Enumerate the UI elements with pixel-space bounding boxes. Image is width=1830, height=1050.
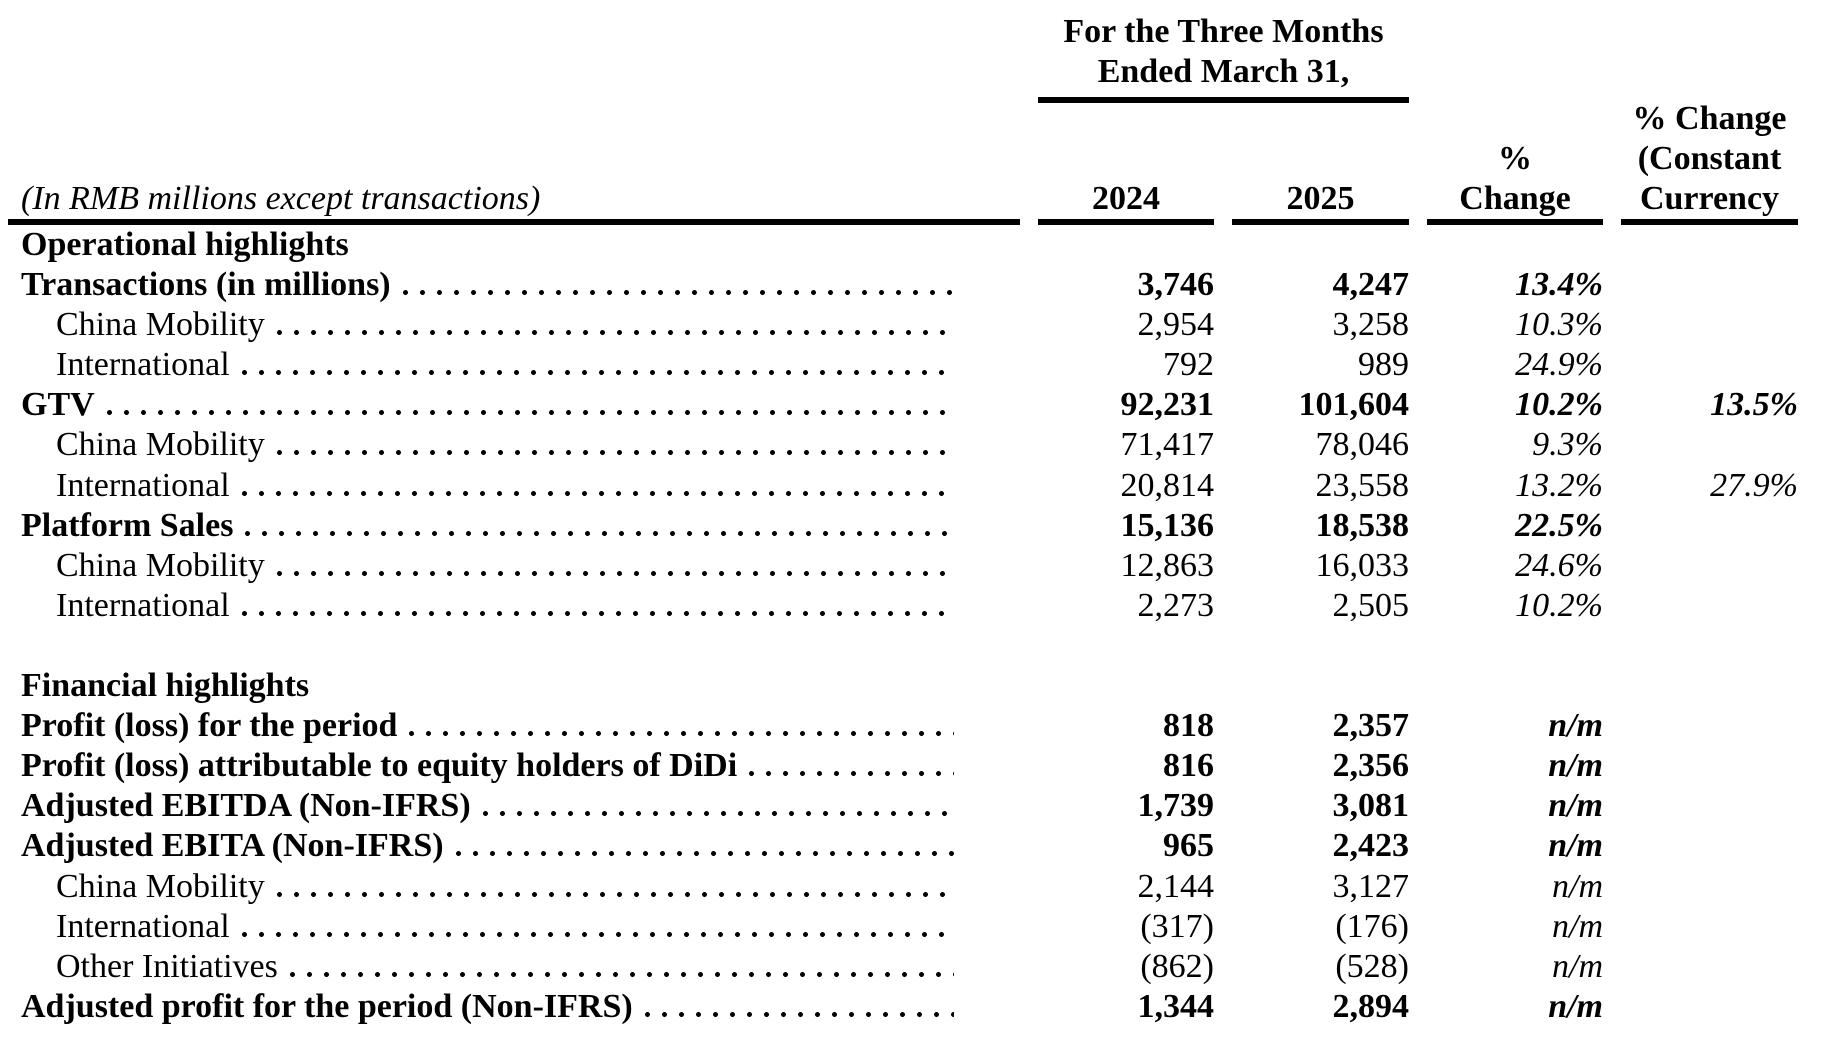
- value-2024: 965: [1163, 827, 1214, 865]
- dot-leader: [242, 611, 954, 616]
- dot-leader: [245, 531, 954, 536]
- table-row: [8, 466, 1798, 506]
- dot-leader: [645, 1012, 954, 1017]
- value-2024: 3,746: [1137, 266, 1214, 304]
- value-pct-change: n/m: [1552, 907, 1603, 945]
- table-row: [8, 826, 1798, 866]
- value-2025: 3,127: [1332, 867, 1409, 905]
- table-row: [8, 867, 1798, 907]
- row-label-cell: [8, 786, 1020, 826]
- value-2025: (176): [1335, 907, 1409, 945]
- row-label: GTV: [21, 386, 95, 424]
- value-2025: 23,558: [1315, 466, 1409, 504]
- row-label-cell: [8, 907, 1020, 947]
- row-label: China Mobility: [56, 867, 265, 905]
- table-body: [8, 225, 1798, 1027]
- row-label-cell: [8, 867, 1020, 907]
- dot-leader: [242, 491, 954, 496]
- value-2024: (862): [1140, 947, 1214, 985]
- value-2024: 818: [1163, 707, 1214, 745]
- value-2025: (528): [1335, 947, 1409, 985]
- row-label-cell: [8, 706, 1020, 746]
- dot-leader: [403, 290, 954, 295]
- dot-leader: [107, 410, 954, 415]
- value-2025: 3,258: [1332, 306, 1409, 344]
- value-2025: 2,357: [1332, 707, 1409, 745]
- value-2025: 3,081: [1332, 787, 1409, 825]
- table-row: [8, 385, 1798, 425]
- row-label: China Mobility: [56, 306, 265, 344]
- value-2024: 1,344: [1137, 987, 1214, 1025]
- row-label: China Mobility: [56, 546, 265, 584]
- cc-line3: Currency: [1639, 179, 1780, 217]
- row-label-cell: [8, 265, 1020, 305]
- value-pct-change: 10.2%: [1515, 386, 1603, 424]
- value-pct-change: 10.2%: [1515, 586, 1603, 624]
- row-label-cell: [8, 947, 1020, 987]
- value-pct-change: n/m: [1552, 867, 1603, 905]
- row-label: Platform Sales: [21, 506, 234, 544]
- section-title-text: Financial highlights: [21, 667, 310, 705]
- row-label-cell: [8, 546, 1020, 586]
- row-label-cell: [8, 826, 1020, 866]
- row-label-cell: [8, 987, 1020, 1027]
- value-2025: 18,538: [1315, 506, 1409, 544]
- row-label-cell: [8, 305, 1020, 345]
- dot-leader: [242, 932, 954, 937]
- value-2025: 2,423: [1332, 827, 1409, 865]
- table-row: [8, 987, 1798, 1027]
- value-2025: 2,894: [1332, 987, 1409, 1025]
- row-label-cell: [8, 506, 1020, 546]
- value-pct-change-constant-currency: 13.5%: [1710, 386, 1798, 424]
- value-2024: 2,144: [1137, 867, 1214, 905]
- row-label: China Mobility: [56, 426, 265, 464]
- value-2025: 101,604: [1298, 386, 1409, 424]
- section-title-row: [8, 666, 1798, 706]
- value-2024: (317): [1140, 907, 1214, 945]
- value-2025: 2,356: [1332, 747, 1409, 785]
- value-2024: 20,814: [1120, 466, 1214, 504]
- pct-change-line1: %: [1498, 139, 1532, 177]
- dot-leader: [277, 450, 954, 455]
- value-pct-change: n/m: [1548, 787, 1603, 825]
- value-2024: 12,863: [1120, 546, 1214, 584]
- dot-leader: [277, 892, 954, 897]
- period-header-line1: For the Three Months: [1063, 13, 1384, 50]
- table-row: [8, 786, 1798, 826]
- value-2025: 16,033: [1315, 546, 1409, 584]
- value-pct-change: 10.3%: [1515, 306, 1603, 344]
- row-label-cell: [8, 385, 1020, 425]
- row-label-cell: [8, 466, 1020, 506]
- value-2024: 2,954: [1137, 306, 1214, 344]
- row-label: Adjusted EBITDA (Non-IFRS): [21, 787, 471, 825]
- section-title: [8, 225, 1020, 265]
- column-header-constant-currency: [1621, 99, 1798, 219]
- row-label-cell: [8, 746, 1020, 786]
- value-pct-change: 13.2%: [1515, 466, 1603, 504]
- value-pct-change: n/m: [1548, 707, 1603, 745]
- row-label: Profit (loss) for the period: [21, 707, 398, 745]
- table-row: [8, 947, 1798, 987]
- value-pct-change: n/m: [1548, 747, 1603, 785]
- value-pct-change: 22.5%: [1515, 506, 1603, 544]
- value-pct-change: 9.3%: [1532, 426, 1603, 464]
- row-label-cell: [8, 345, 1020, 385]
- value-2024: 2,273: [1137, 586, 1214, 624]
- section-title: [8, 666, 1020, 706]
- cc-line1: % Change: [1632, 99, 1787, 137]
- value-2024: 816: [1163, 747, 1214, 785]
- value-2024: 71,417: [1120, 426, 1214, 464]
- value-2024: 15,136: [1120, 506, 1214, 544]
- dot-leader: [290, 972, 954, 977]
- column-header-2024: 2024: [1092, 179, 1160, 217]
- row-label: Adjusted profit for the period (Non-IFRS): [21, 987, 633, 1025]
- dot-leader: [242, 370, 954, 375]
- table-row: [8, 706, 1798, 746]
- dot-leader: [277, 330, 954, 335]
- value-2025: 78,046: [1315, 426, 1409, 464]
- value-pct-change: n/m: [1552, 947, 1603, 985]
- dot-leader: [483, 811, 954, 816]
- value-2025: 2,505: [1332, 586, 1409, 624]
- table-row: [8, 345, 1798, 385]
- value-2025: 4,247: [1332, 266, 1409, 304]
- value-pct-change-constant-currency: 27.9%: [1710, 466, 1798, 504]
- row-label: International: [56, 346, 230, 384]
- row-label-cell: [8, 425, 1020, 465]
- value-pct-change: 24.9%: [1515, 346, 1603, 384]
- row-label: Other Initiatives: [56, 947, 278, 985]
- value-pct-change: 24.6%: [1515, 546, 1603, 584]
- row-label: Profit (loss) attributable to equity holders of DiDi: [21, 747, 738, 785]
- dot-leader: [749, 771, 954, 776]
- value-2025: 989: [1358, 346, 1409, 384]
- row-label: International: [56, 586, 230, 624]
- table-row: [8, 265, 1798, 305]
- dot-leader: [409, 731, 954, 736]
- row-label: Transactions (in millions): [21, 266, 391, 304]
- table-row: [8, 586, 1798, 626]
- value-2024: 92,231: [1120, 386, 1214, 424]
- table-header: [8, 0, 1798, 225]
- value-pct-change: 13.4%: [1515, 266, 1603, 304]
- value-pct-change: n/m: [1548, 987, 1603, 1025]
- period-header: [1038, 12, 1409, 103]
- value-2024: 792: [1163, 346, 1214, 384]
- row-label: International: [56, 466, 230, 504]
- table-row: [8, 305, 1798, 345]
- period-header-line2: Ended March 31,: [1097, 53, 1350, 91]
- results-table: [8, 0, 1798, 1027]
- cc-line2: (Constant: [1637, 139, 1782, 177]
- section-title-row: [8, 225, 1798, 265]
- pct-change-line2: Change: [1459, 179, 1571, 217]
- row-label-cell: [8, 586, 1020, 626]
- table-row: [8, 425, 1798, 465]
- row-label: International: [56, 907, 230, 945]
- column-header-2025: 2025: [1286, 179, 1355, 217]
- value-2024: 1,739: [1137, 787, 1214, 825]
- section-title-text: Operational highlights: [21, 226, 349, 263]
- table-row: [8, 546, 1798, 586]
- dot-leader: [277, 571, 954, 576]
- column-header-pct-change: [1427, 139, 1603, 219]
- section-spacer: [8, 626, 1798, 666]
- table-row: [8, 907, 1798, 947]
- units-note: (In RMB millions except transactions): [21, 179, 541, 217]
- table-row: [8, 506, 1798, 546]
- table-row: [8, 746, 1798, 786]
- value-pct-change: n/m: [1548, 827, 1603, 865]
- row-label: Adjusted EBITA (Non-IFRS): [21, 827, 444, 865]
- dot-leader: [456, 851, 954, 856]
